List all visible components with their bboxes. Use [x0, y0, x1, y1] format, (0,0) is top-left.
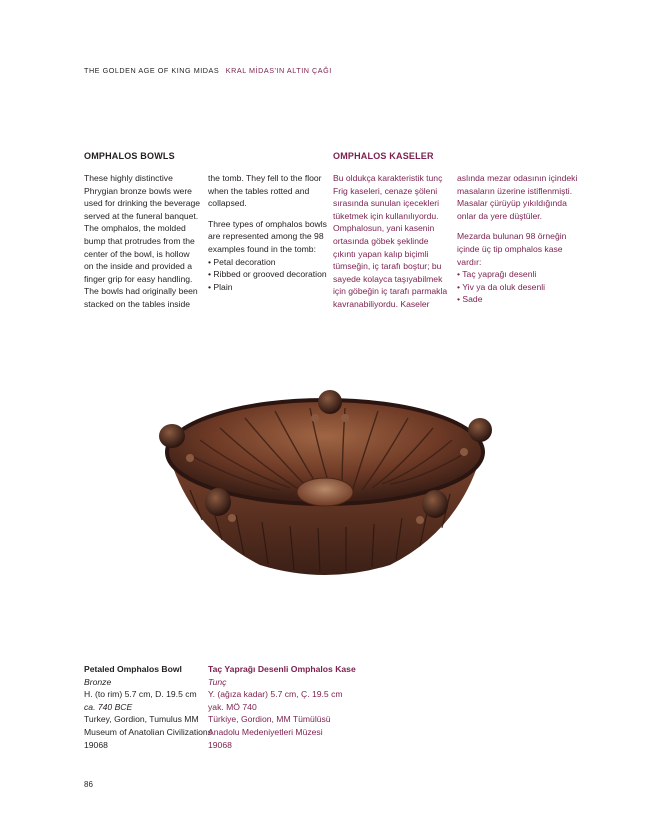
section-heading-en: OMPHALOS BOWLS [84, 151, 175, 161]
caption-place-tr: Türkiye, Gordion, MM Tümülüsü [208, 714, 331, 725]
bullet-item: • Ribbed or grooved decoration [208, 268, 327, 281]
text-line: The omphalos, the molded [84, 223, 186, 234]
text-line: aslında mezar odasının içindeki [457, 173, 578, 183]
bowl-body [167, 400, 483, 575]
caption-title-en: Petaled Omphalos Bowl [84, 664, 182, 674]
text-line: examples found in the tomb: [208, 243, 316, 254]
text-line: Masalar çürüyüp yıkıldığında [457, 198, 567, 209]
text-column-en-1 [84, 172, 200, 311]
caption-material-en: Bronze [84, 676, 112, 687]
bowl-photo [150, 380, 500, 585]
text-line: sırasında sunulan içecekleri [333, 198, 440, 209]
text-line: masaların üzerine istiflenmişti. [457, 185, 573, 196]
text-line: are represented among the 98 [208, 231, 324, 242]
text-line: used for drinking the beverage [84, 198, 201, 209]
text-column-tr-2 [457, 172, 577, 306]
text-line: vardır: [457, 256, 482, 267]
paragraph-gap [457, 222, 577, 230]
text-line: the tomb. They fell to the floor [208, 173, 322, 183]
bullet-item: • Yiv ya da oluk desenli [457, 281, 577, 294]
text-line: için göbeğin iç tarafı parmakla [333, 286, 448, 297]
caption-material-tr: Tunç [208, 676, 227, 687]
page-number: 86 [84, 780, 93, 789]
text-column-tr-1 [333, 172, 447, 311]
caption-inventory-en: 19068 [84, 739, 108, 750]
caption-place-en: Turkey, Gordion, Tumulus MM [84, 714, 199, 725]
running-header-tr: KRAL MİDAS'IN ALTIN ÇAĞI [225, 66, 332, 75]
text-line: on the inside and provided a [84, 261, 192, 272]
running-header-en: THE GOLDEN AGE OF KING MIDAS [84, 66, 220, 75]
text-line: tüketmek için kullanılıyordu. [333, 210, 439, 221]
text-line: stacked on the tables inside [84, 298, 191, 309]
caption-date-tr: yak. MÖ 740 [208, 701, 257, 712]
text-line: çıkıntı yapan kalıp biçimli [333, 248, 429, 259]
text-line: Phrygian bronze bowls were [84, 185, 192, 196]
text-line: onlar da yere düştüler. [457, 210, 543, 221]
text-column-en-2 [208, 172, 327, 293]
text-line: served at the funeral banquet. [84, 210, 199, 221]
caption-museum-tr: Anadolu Medeniyetleri Müzesi [208, 726, 323, 737]
text-line: finger grip for easy handling. [84, 273, 193, 284]
caption-dimensions-en: H. (to rim) 5.7 cm, D. 19.5 cm [84, 689, 197, 700]
text-line: Omphalosun, yani kasenin [333, 223, 435, 234]
text-line: collapsed. [208, 198, 247, 209]
running-header [84, 66, 332, 75]
text-line: Bu oldukça karakteristik tunç [333, 173, 443, 183]
caption-dimensions-tr: Y. (ağıza kadar) 5.7 cm, Ç. 19.5 cm [208, 689, 343, 700]
caption-title-tr: Taç Yaprağı Desenli Omphalos Kase [208, 664, 356, 674]
text-line: Frig kaseleri, cenaze şöleni [333, 185, 438, 196]
caption-museum-en: Museum of Anatolian Civilizations [84, 726, 213, 737]
text-line: These highly distinctive [84, 173, 173, 183]
text-line: Mezarda bulunan 98 örneğin [457, 231, 567, 242]
text-line: ortasında göbek şeklinde [333, 235, 429, 246]
text-line: sayede kolayca taşıyabilmek [333, 273, 443, 284]
text-line: when the tables rotted and [208, 185, 310, 196]
bullet-item: • Petal decoration [208, 256, 327, 269]
paragraph-gap [208, 210, 327, 218]
text-line: The bowls had originally been [84, 286, 198, 297]
bullet-item: • Sade [457, 293, 577, 306]
bullet-item: • Plain [208, 281, 327, 294]
text-line: center of the bowl, is hollow [84, 248, 190, 259]
caption-date-en: ca. 740 BCE [84, 701, 133, 712]
caption-en [84, 663, 212, 751]
text-line: kavranabiliyordu. Kaseler [333, 298, 430, 309]
text-line: Three types of omphalos bowls [208, 218, 327, 229]
section-heading-tr: OMPHALOS KASELER [333, 151, 434, 161]
text-line: bump that protrudes from the [84, 235, 195, 246]
caption-inventory-tr: 19068 [208, 739, 232, 750]
bullet-item: • Taç yaprağı desenli [457, 268, 577, 281]
text-line: içinde üç tip omphalos kase [457, 243, 563, 254]
text-line: tümseğin, iç tarafı boştur; bu [333, 261, 442, 272]
caption-tr [208, 663, 356, 751]
